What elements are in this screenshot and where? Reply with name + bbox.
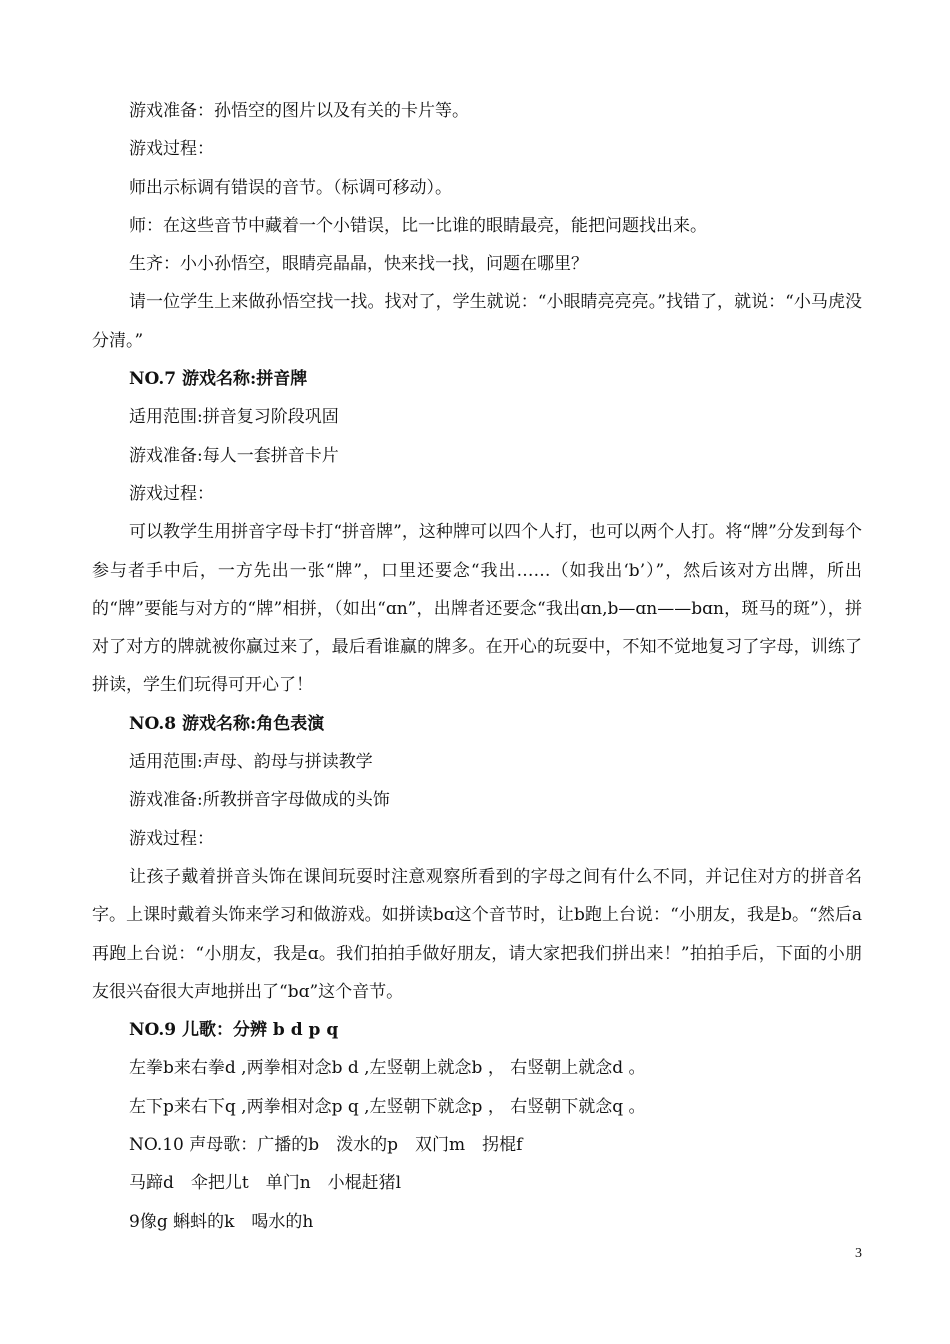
paragraph: 左下p来右下q ,两拳相对念p q ,左竖朝下就念p ， 右竖朝下就念q 。 [129,1096,646,1117]
section-heading-no7: NO.7 游戏名称:拼音牌 [129,369,308,390]
paragraph: 游戏准备：孙悟空的图片以及有关的卡片等。 [129,101,469,121]
paragraph: 让孩子戴着拼音头饰在课间玩耍时注意观察所看到的字母之间有什么不同，并记住对方的拼音名字。上课时戴着头饰来学习和做游戏。如拼读bɑ这个音节时，让b跑上台说：“小朋友，我是b。“然后a再跑上台说：“小朋友，我是ɑ。我们拍拍手做好朋友，请大家把我们拼出来！”拍拍手后，下面的小朋友很兴奋很大声地拼出了“bɑ”这个音节。 [92,866,862,1002]
paragraph: 游戏过程： [129,139,214,160]
page-number: 3 [855,1246,862,1261]
section-heading-no8: NO.8 游戏名称:角色表演 [129,713,325,734]
paragraph: 适用范围:拼音复习阶段巩固 [129,407,339,428]
paragraph: 适用范围:声母、韵母与拼读教学 [129,752,373,773]
paragraph: 可以教学生用拼音字母卡打“拼音牌”，这种牌可以四个人打，也可以两个人打。将“牌”分发到每个参与者手中后，一方先出一张“牌”，口里还要念“我出……（如我出‘b’）”，然后该对方出牌，所出的“牌”要能与对方的“牌”相拼，（如出“ɑn”，出牌者还要念“我出ɑn,b—ɑn——bɑn，斑马的斑”），拼对了对方的牌就被你赢过来了，最后看谁赢的牌多。在开心的玩耍中，不知不觉地复习了字母，训练了拼读，学生们玩得可开心了！ [92,522,862,696]
paragraph: NO.10 声母歌：广播的b 泼水的p 双门m 拐棍f [129,1135,523,1156]
paragraph: 师：在这些音节中藏着一个小错误，比一比谁的眼睛最亮，能把问题找出来。 [129,215,707,236]
paragraph: 生齐：小小孙悟空，眼睛亮晶晶，快来找一找，问题在哪里？ [129,254,588,275]
paragraph: 9像g 蝌蚪的k 喝水的h [129,1211,314,1232]
paragraph: 游戏过程： [129,483,214,504]
paragraph: 马蹄d 伞把儿t 单门n 小棍赶猪l [129,1173,402,1194]
paragraph: 左拳b来右拳d ,两拳相对念b d ,左竖朝上就念b ， 右竖朝上就念d 。 [129,1058,646,1079]
paragraph: 游戏准备:所教拼音字母做成的头饰 [129,790,390,811]
paragraph: 师出示标调有错误的音节。（标调可移动）。 [129,177,452,198]
paragraph: 游戏过程： [129,828,214,849]
section-heading-no9: NO.9 儿歌：分辨 b d p q [129,1020,339,1041]
paragraph: 请一位学生上来做孙悟空找一找。找对了，学生就说：“小眼睛亮亮亮。”找错了，就说：“小马虎没分清。” [92,292,862,351]
document-body [92,92,862,1241]
paragraph: 游戏准备:每人一套拼音卡片 [129,445,339,466]
